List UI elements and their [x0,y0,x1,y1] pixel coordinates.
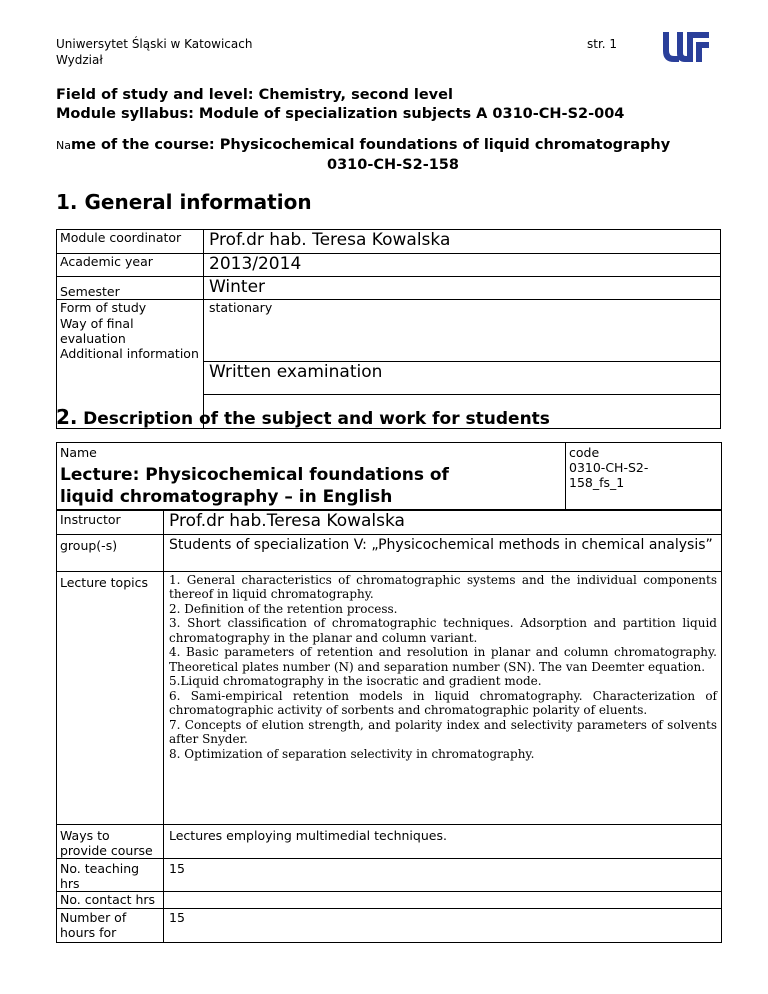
code-value: 0310-CH-S2-158_fs_1 [569,460,649,490]
label-final-evaluation: Way of final evaluation [60,316,134,346]
module-syllabus: Module syllabus: Module of specialization subjects A 0310-CH-S2-004 [56,106,625,122]
table-row [57,891,722,908]
topic-item: 3. Short classification of chromatographic techniques. Adsorption and partition liquid chromatography in the planar and column variant. [169,616,717,645]
value-cell: Prof.dr hab. Teresa Kowalska [204,230,721,254]
topic-item: 6. Sami-empirical retention models in liquid chromatography. Characterization of chromatographic activity of sorbents and chromatographic polarity of eluents. [169,688,717,717]
faculty-label: Wydział [56,53,103,67]
label-cell-group [57,300,204,362]
contact-hrs-value [164,891,722,908]
ways-value: Lectures employing multimedial techniques. [164,824,722,858]
course-name-prefix: Na [56,139,71,152]
teaching-hrs-label: No. teaching hrs [57,858,164,891]
name-label: Name [60,445,97,460]
teaching-hrs-value: 15 [164,858,722,891]
instructor-label: Instructor [57,511,164,534]
contact-hrs-label: No. contact hrs [57,891,164,908]
topic-item: 2. Definition of the retention process. [169,601,398,616]
table-row [57,908,722,942]
instructor-value: Prof.dr hab.Teresa Kowalska [164,511,722,534]
course-name-text: me of the course: Physicochemical foundations of liquid chromatography [70,137,671,153]
topics-list [164,571,722,824]
general-info-table [56,229,721,429]
course-code: 0310-CH-S2-158 [327,157,459,173]
value-cell: Winter [204,277,721,300]
topic-item: 1. General characteristics of chromatographic systems and the individual components thereof in liquid chromatography. [169,572,717,601]
field-of-study: Field of study and level: Chemistry, second level [56,87,453,103]
hours-for-label: Number of hours for [57,908,164,942]
value-cell: stationary [204,300,721,362]
section1-heading [56,190,312,214]
group-label: group(-s) [57,534,164,571]
topic-item: 5.Liquid chromatography in the isocratic and gradient mode. [169,674,542,688]
label-cell: Module coordinator [57,230,204,254]
subject-name-box [56,442,722,511]
table-row [57,571,722,824]
hours-for-value: 15 [164,908,722,942]
topic-item: 7. Concepts of elution strength, and polarity index and selectivity parameters of solvents after Snyder. [169,717,717,746]
label-form-of-study: Form of study [60,300,147,315]
table-row [57,858,722,891]
code-label: code [569,445,600,460]
group-value: Students of specialization V: „Physicochemical methods in chemical analysis” [164,534,722,571]
table-row [57,511,722,534]
section1-number: 1. [56,190,78,214]
section1-title: General information [84,190,312,214]
table-row [57,254,721,277]
section2-heading [56,405,550,429]
university-name: Uniwersytet Śląski w Katowicach [56,37,253,51]
course-name [56,136,670,155]
table-row [57,824,722,858]
table-row [57,361,721,394]
label-cell: Academic year [57,254,204,277]
table-row [57,534,722,571]
university-logo [657,29,715,65]
table-row [57,277,721,300]
section2-number: 2. [56,405,78,429]
value-cell: Written examination [204,361,721,394]
subject-details-table [56,511,722,943]
topics-label: Lecture topics [57,571,164,824]
section2-title: Description of the subject and work for students [83,409,550,429]
table-row [57,300,721,362]
code-cell [565,443,724,510]
label-cell: Semester [57,277,204,300]
ways-label: Ways to provide course [57,824,164,858]
table-row [57,230,721,254]
value-cell: 2013/2014 [204,254,721,277]
lecture-title: Lecture: Physicochemical foundations of liquid chromatography – in English [60,465,449,507]
page-number: str. 1 [587,37,618,51]
topic-item: 4. Basic parameters of retention and resolution in planar and column chromatography. Theoretical plates number (N) and separation number (SN). The van Deemter equation. [169,645,717,674]
label-additional-info: Additional information [60,346,199,361]
topic-item: 8. Optimization of separation selectivity in chromatography. [169,746,535,761]
